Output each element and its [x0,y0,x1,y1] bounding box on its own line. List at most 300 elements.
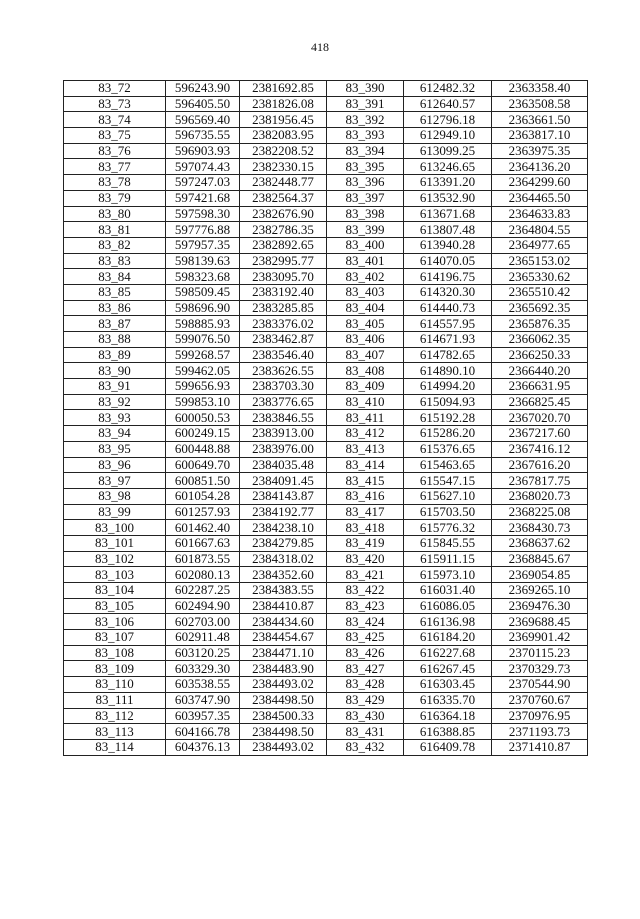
table-cell: 2366440.20 [492,363,588,379]
table-cell: 2364633.83 [492,206,588,222]
table-cell: 83_90 [64,363,166,379]
table-cell: 2383546.40 [240,347,327,363]
table-cell: 2384493.02 [240,739,327,755]
table-cell: 2365153.02 [492,253,588,269]
table-cell: 601257.93 [166,504,240,520]
table-cell: 2382208.52 [240,143,327,159]
table-cell: 616335.70 [404,692,492,708]
table-cell: 83_392 [327,112,404,128]
table-cell: 2384454.67 [240,630,327,646]
table-cell: 615973.10 [404,567,492,583]
table-cell: 614890.10 [404,363,492,379]
table-cell: 83_93 [64,410,166,426]
table-cell: 83_105 [64,598,166,614]
table-row [64,284,588,300]
table-cell: 2384383.55 [240,583,327,599]
table-cell: 83_104 [64,583,166,599]
table-cell: 2382448.77 [240,175,327,191]
table-row [64,473,588,489]
table-cell: 83_86 [64,300,166,316]
table-cell: 83_109 [64,661,166,677]
table-cell: 2367020.70 [492,410,588,426]
table-cell: 615376.65 [404,441,492,457]
table-cell: 613807.48 [404,222,492,238]
table-row [64,457,588,473]
table-cell: 83_80 [64,206,166,222]
page-number: 418 [311,40,329,54]
table-cell: 616303.45 [404,677,492,693]
table-cell: 2382995.77 [240,253,327,269]
table-cell: 83_91 [64,379,166,395]
table-row [64,81,588,97]
table-cell: 83_410 [327,394,404,410]
table-cell: 604376.13 [166,739,240,755]
table-cell: 83_417 [327,504,404,520]
table-row [64,692,588,708]
table-cell: 2368637.62 [492,535,588,551]
table-cell: 599462.05 [166,363,240,379]
table-cell: 83_393 [327,128,404,144]
table-cell: 83_426 [327,645,404,661]
table-row [64,488,588,504]
table-cell: 613940.28 [404,237,492,253]
table-cell: 599853.10 [166,394,240,410]
table-cell: 596405.50 [166,96,240,112]
table-cell: 2371193.73 [492,724,588,740]
table-cell: 83_106 [64,614,166,630]
table-row [64,708,588,724]
table-cell: 2370976.95 [492,708,588,724]
table-cell: 83_423 [327,598,404,614]
table-cell: 616227.68 [404,645,492,661]
table-cell: 2366631.95 [492,379,588,395]
table-cell: 2383913.00 [240,426,327,442]
table-cell: 2384483.90 [240,661,327,677]
table-row [64,159,588,175]
table-cell: 2368430.73 [492,520,588,536]
table-cell: 83_394 [327,143,404,159]
table-cell: 83_99 [64,504,166,520]
table-cell: 2384238.10 [240,520,327,536]
table-cell: 83_420 [327,551,404,567]
table-cell: 83_101 [64,535,166,551]
table-cell: 2369054.85 [492,567,588,583]
table-cell: 83_429 [327,692,404,708]
table-cell: 83_413 [327,441,404,457]
table-cell: 2383285.85 [240,300,327,316]
table-cell: 83_391 [327,96,404,112]
table-cell: 2364977.65 [492,237,588,253]
table-cell: 83_419 [327,535,404,551]
table-row [64,112,588,128]
table-row [64,614,588,630]
table-cell: 616364.18 [404,708,492,724]
table-cell: 612796.18 [404,112,492,128]
table-cell: 614320.30 [404,284,492,300]
table-cell: 600851.50 [166,473,240,489]
table-row [64,598,588,614]
table-row [64,269,588,285]
table-cell: 614070.05 [404,253,492,269]
table-cell: 2384143.87 [240,488,327,504]
table-cell: 599076.50 [166,332,240,348]
table-row [64,143,588,159]
table-row [64,206,588,222]
table-cell: 2384434.60 [240,614,327,630]
table-cell: 615703.50 [404,504,492,520]
table-row [64,190,588,206]
table-cell: 83_395 [327,159,404,175]
table-cell: 83_74 [64,112,166,128]
table-row [64,347,588,363]
table-cell: 83_111 [64,692,166,708]
table-cell: 83_428 [327,677,404,693]
table-cell: 83_96 [64,457,166,473]
table-cell: 2383846.55 [240,410,327,426]
table-cell: 597957.35 [166,237,240,253]
table-cell: 83_81 [64,222,166,238]
table-cell: 597074.43 [166,159,240,175]
table-cell: 83_406 [327,332,404,348]
table-cell: 83_390 [327,81,404,97]
table-cell: 596735.55 [166,128,240,144]
table-cell: 2363817.10 [492,128,588,144]
table-cell: 83_400 [327,237,404,253]
table-cell: 612949.10 [404,128,492,144]
table-row [64,724,588,740]
table-cell: 2383376.02 [240,316,327,332]
table-row [64,441,588,457]
table-cell: 83_418 [327,520,404,536]
table-row [64,379,588,395]
table-cell: 2383776.65 [240,394,327,410]
table-cell: 2367616.20 [492,457,588,473]
table-row [64,661,588,677]
table-cell: 83_397 [327,190,404,206]
table-row [64,677,588,693]
table-cell: 596569.40 [166,112,240,128]
table-cell: 2383626.55 [240,363,327,379]
table-cell: 603120.25 [166,645,240,661]
table-cell: 2383703.30 [240,379,327,395]
table-cell: 615547.15 [404,473,492,489]
table-cell: 2364136.20 [492,159,588,175]
table-cell: 2381956.45 [240,112,327,128]
table-cell: 83_100 [64,520,166,536]
table-cell: 612482.32 [404,81,492,97]
table-cell: 615192.28 [404,410,492,426]
table-row [64,551,588,567]
table-cell: 2384410.87 [240,598,327,614]
table-row [64,739,588,755]
table-cell: 83_102 [64,551,166,567]
table-cell: 2366825.45 [492,394,588,410]
table-cell: 603957.35 [166,708,240,724]
table-cell: 602080.13 [166,567,240,583]
table-cell: 83_79 [64,190,166,206]
table-cell: 83_76 [64,143,166,159]
table-cell: 613391.20 [404,175,492,191]
table-cell: 83_107 [64,630,166,646]
table-cell: 2384318.02 [240,551,327,567]
table-cell: 83_92 [64,394,166,410]
table-cell: 83_403 [327,284,404,300]
table-row [64,128,588,144]
table-cell: 2367217.60 [492,426,588,442]
table-cell: 2368845.67 [492,551,588,567]
table-cell: 2365330.62 [492,269,588,285]
table-cell: 597776.88 [166,222,240,238]
table-row [64,410,588,426]
table-cell: 2363358.40 [492,81,588,97]
table-cell: 613099.25 [404,143,492,159]
table-cell: 601667.63 [166,535,240,551]
table-cell: 83_402 [327,269,404,285]
table-cell: 597421.68 [166,190,240,206]
table-cell: 83_421 [327,567,404,583]
table-cell: 83_114 [64,739,166,755]
table-cell: 616388.85 [404,724,492,740]
table-cell: 602911.48 [166,630,240,646]
table-cell: 2382564.37 [240,190,327,206]
table-cell: 600249.15 [166,426,240,442]
table-row [64,520,588,536]
table-cell: 83_412 [327,426,404,442]
table-cell: 599656.93 [166,379,240,395]
table-cell: 602287.25 [166,583,240,599]
table-cell: 2371410.87 [492,739,588,755]
table-cell: 2382330.15 [240,159,327,175]
table-cell: 615845.55 [404,535,492,551]
table-cell: 2384091.45 [240,473,327,489]
table-cell: 83_432 [327,739,404,755]
table-cell: 602703.00 [166,614,240,630]
table-cell: 2383462.87 [240,332,327,348]
table-cell: 614196.75 [404,269,492,285]
table-cell: 615463.65 [404,457,492,473]
table-cell: 83_431 [327,724,404,740]
table-cell: 83_75 [64,128,166,144]
table-cell: 604166.78 [166,724,240,740]
table-cell: 602494.90 [166,598,240,614]
table-cell: 2382083.95 [240,128,327,144]
table-cell: 2384498.50 [240,692,327,708]
table-cell: 2365876.35 [492,316,588,332]
table-cell: 83_408 [327,363,404,379]
table-cell: 83_404 [327,300,404,316]
table-cell: 614440.73 [404,300,492,316]
table-cell: 600448.88 [166,441,240,457]
table-cell: 2365692.35 [492,300,588,316]
table-cell: 2364299.60 [492,175,588,191]
table-cell: 83_430 [327,708,404,724]
table-cell: 2384192.77 [240,504,327,520]
table-cell: 2384352.60 [240,567,327,583]
table-cell: 83_396 [327,175,404,191]
table-cell: 613246.65 [404,159,492,175]
table-cell: 2382892.65 [240,237,327,253]
table-cell: 598139.63 [166,253,240,269]
table-cell: 2366250.33 [492,347,588,363]
table-row [64,645,588,661]
table-cell: 83_411 [327,410,404,426]
table-cell: 83_112 [64,708,166,724]
table-cell: 83_401 [327,253,404,269]
table-cell: 614671.93 [404,332,492,348]
table-cell: 2383192.40 [240,284,327,300]
table-cell: 616086.05 [404,598,492,614]
table-cell: 83_415 [327,473,404,489]
table-cell: 2367817.75 [492,473,588,489]
table-cell: 596903.93 [166,143,240,159]
coordinates-table [63,80,588,756]
table-cell: 83_87 [64,316,166,332]
table-row [64,96,588,112]
table-cell: 2384035.48 [240,457,327,473]
table-row [64,504,588,520]
table-cell: 616267.45 [404,661,492,677]
table-cell: 597247.03 [166,175,240,191]
table-cell: 83_422 [327,583,404,599]
table-row [64,222,588,238]
table-row [64,332,588,348]
table-cell: 2369901.42 [492,630,588,646]
table-cell: 596243.90 [166,81,240,97]
table-cell: 616184.20 [404,630,492,646]
table-cell: 615776.32 [404,520,492,536]
table-cell: 616409.78 [404,739,492,755]
table-cell: 601462.40 [166,520,240,536]
table-cell: 603747.90 [166,692,240,708]
table-row [64,535,588,551]
table-cell: 2384498.50 [240,724,327,740]
table-cell: 83_108 [64,645,166,661]
table-row [64,175,588,191]
table-cell: 615286.20 [404,426,492,442]
table-row [64,253,588,269]
table-cell: 614994.20 [404,379,492,395]
table-cell: 2363661.50 [492,112,588,128]
table-cell: 2363975.35 [492,143,588,159]
table-cell: 598696.90 [166,300,240,316]
table-cell: 2365510.42 [492,284,588,300]
table-cell: 2368020.73 [492,488,588,504]
table-row [64,363,588,379]
table-cell: 615627.10 [404,488,492,504]
table-cell: 603538.55 [166,677,240,693]
table-cell: 83_78 [64,175,166,191]
table-cell: 2364465.50 [492,190,588,206]
table-row [64,300,588,316]
table-cell: 599268.57 [166,347,240,363]
table-cell: 2384471.10 [240,645,327,661]
table-cell: 616031.40 [404,583,492,599]
table-row [64,426,588,442]
table-cell: 597598.30 [166,206,240,222]
table-cell: 2366062.35 [492,332,588,348]
table-cell: 2367416.12 [492,441,588,457]
table-cell: 83_72 [64,81,166,97]
table-cell: 2381826.08 [240,96,327,112]
table-row [64,316,588,332]
table-cell: 613532.90 [404,190,492,206]
table-cell: 83_88 [64,332,166,348]
table-cell: 2382786.35 [240,222,327,238]
table-cell: 83_405 [327,316,404,332]
table-cell: 2364804.55 [492,222,588,238]
table-cell: 83_82 [64,237,166,253]
table-cell: 2370760.67 [492,692,588,708]
table-row [64,583,588,599]
table-cell: 598323.68 [166,269,240,285]
table-cell: 2384279.85 [240,535,327,551]
table-cell: 83_103 [64,567,166,583]
table-cell: 598885.93 [166,316,240,332]
table-cell: 600050.53 [166,410,240,426]
table-cell: 2369688.45 [492,614,588,630]
table-row [64,567,588,583]
table-cell: 83_98 [64,488,166,504]
table-cell: 613671.68 [404,206,492,222]
table-cell: 83_398 [327,206,404,222]
table-cell: 615094.93 [404,394,492,410]
table-cell: 616136.98 [404,614,492,630]
table-cell: 2368225.08 [492,504,588,520]
table-cell: 2370329.73 [492,661,588,677]
table-row [64,237,588,253]
table-cell: 2383976.00 [240,441,327,457]
table-cell: 83_84 [64,269,166,285]
table-cell: 83_89 [64,347,166,363]
table-cell: 2382676.90 [240,206,327,222]
table-cell: 614557.95 [404,316,492,332]
table-cell: 2381692.85 [240,81,327,97]
table-cell: 2383095.70 [240,269,327,285]
table-cell: 83_83 [64,253,166,269]
table-cell: 598509.45 [166,284,240,300]
table-cell: 2370115.23 [492,645,588,661]
table-cell: 2370544.90 [492,677,588,693]
table-cell: 2369265.10 [492,583,588,599]
table-cell: 614782.65 [404,347,492,363]
table-cell: 83_95 [64,441,166,457]
table-cell: 600649.70 [166,457,240,473]
table-cell: 2369476.30 [492,598,588,614]
table-row [64,630,588,646]
table-cell: 83_85 [64,284,166,300]
table-cell: 615911.15 [404,551,492,567]
table-cell: 2384493.02 [240,677,327,693]
table-cell: 83_407 [327,347,404,363]
table-cell: 83_416 [327,488,404,504]
table-cell: 83_427 [327,661,404,677]
table-cell: 83_94 [64,426,166,442]
table-cell: 83_77 [64,159,166,175]
table-cell: 83_424 [327,614,404,630]
table-cell: 83_110 [64,677,166,693]
table-cell: 603329.30 [166,661,240,677]
table-cell: 601054.28 [166,488,240,504]
table-cell: 601873.55 [166,551,240,567]
table-cell: 83_409 [327,379,404,395]
table-cell: 2384500.33 [240,708,327,724]
table-row [64,394,588,410]
table-cell: 83_73 [64,96,166,112]
table-cell: 83_414 [327,457,404,473]
table-cell: 83_97 [64,473,166,489]
table-cell: 2363508.58 [492,96,588,112]
table-cell: 83_113 [64,724,166,740]
